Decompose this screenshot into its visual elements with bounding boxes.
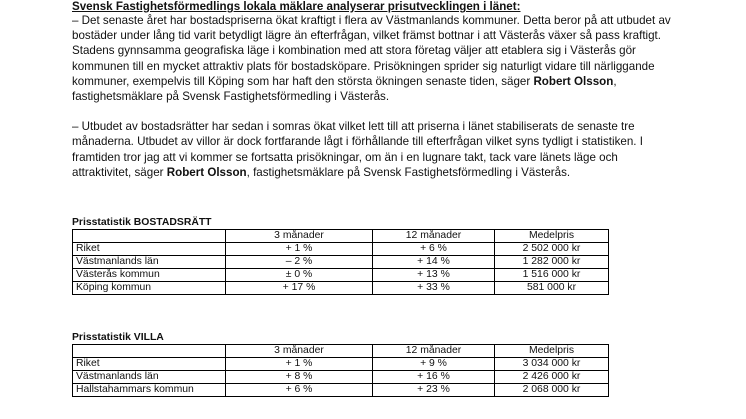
change-12m-cell: + 23 % <box>373 384 495 397</box>
change-3m-cell: + 1 % <box>226 243 373 256</box>
table-row <box>73 371 609 384</box>
average-price-cell: 3 034 000 kr <box>495 358 609 371</box>
change-12m-cell: + 13 % <box>373 269 495 282</box>
paragraph-2 <box>72 119 676 180</box>
header-cell: 3 månader <box>226 345 373 358</box>
average-price-cell: 2 426 000 kr <box>495 371 609 384</box>
table-row <box>73 243 609 256</box>
region-cell: Västmanlands län <box>73 256 226 269</box>
region-cell: Riket <box>73 358 226 371</box>
change-12m-cell: + 16 % <box>373 371 495 384</box>
paragraph-2-person-name: Robert Olsson <box>166 165 247 179</box>
paragraph-1-person-name: Robert Olsson <box>533 74 614 88</box>
header-cell <box>73 345 226 358</box>
paragraph-1 <box>72 13 676 104</box>
table-row <box>73 282 609 295</box>
region-cell: Västmanlands län <box>73 371 226 384</box>
average-price-cell: 1 516 000 kr <box>495 269 609 282</box>
change-3m-cell: + 8 % <box>226 371 373 384</box>
header-cell: Medelpris <box>495 345 609 358</box>
change-3m-cell: + 6 % <box>226 384 373 397</box>
header-cell: 12 månader <box>373 230 495 243</box>
average-price-cell: 2 502 000 kr <box>495 243 609 256</box>
region-cell: Riket <box>73 243 226 256</box>
article-body <box>72 0 676 180</box>
table-row <box>73 358 609 371</box>
change-12m-cell: + 9 % <box>373 358 495 371</box>
average-price-cell: 581 000 kr <box>495 282 609 295</box>
paragraph-2-text: – Utbudet av bostadsrätter har sedan i somras ökat vilket lett till att priserna i länet stabiliserats de senaste tre månaderna. Utbudet av villor är dock fortfarande lågt i förhållande till efterfrågan vilket syns tydligt i statistiken. I framtiden tror jag att vi kommer se fortsatta prisökningar, om än i en lugnare takt, tack vare länets läge och attraktivitet, säger <box>72 120 643 179</box>
paragraph-1-text: – Det senaste året har bostadspriserna ökat kraftigt i flera av Västmanlands kommuner. Detta beror på att utbudet av bostäder under lång tid varit betydligt lägre än efterfrågan, vilket främst bottnar i att Västerås växer så pass kraftigt. Stadens gynnsamma geografiska läge i kombination med att stora företag väljer att etablera sig i Västerås gör kommunen till en mycket attraktiv plats för bostadsköpare. Prisökningen sprider sig naturligt vidare till närliggande kommuner, exempelvis till Köping som har haft den största ökningen senaste tiden, säger <box>72 14 671 88</box>
article-heading: Svensk Fastighetsförmedlings lokala mäklare analyserar prisutvecklingen i länet: <box>72 0 521 13</box>
change-3m-cell: – 2 % <box>226 256 373 269</box>
change-3m-cell: + 1 % <box>226 358 373 371</box>
change-12m-cell: + 6 % <box>373 243 495 256</box>
header-cell: 12 månader <box>373 345 495 358</box>
change-12m-cell: + 14 % <box>373 256 495 269</box>
table-header-row <box>73 230 609 243</box>
header-cell: Medelpris <box>495 230 609 243</box>
bostadsratt-table <box>72 229 609 295</box>
paragraph-2-suffix: , fastighetsmäklare på Svensk Fastighetsförmedling i Västerås. <box>246 165 571 179</box>
table-row <box>73 384 609 397</box>
change-3m-cell: + 17 % <box>226 282 373 295</box>
bostadsratt-section <box>72 216 609 295</box>
region-cell: Köping kommun <box>73 282 226 295</box>
region-cell: Hallstahammars kommun <box>73 384 226 397</box>
change-12m-cell: + 33 % <box>373 282 495 295</box>
villa-table-title: Prisstatistik VILLA <box>72 332 164 343</box>
villa-section <box>72 331 609 397</box>
villa-table <box>72 344 609 397</box>
average-price-cell: 1 282 000 kr <box>495 256 609 269</box>
region-cell: Västerås kommun <box>73 269 226 282</box>
change-3m-cell: ± 0 % <box>226 269 373 282</box>
table-row <box>73 256 609 269</box>
header-cell <box>73 230 226 243</box>
header-cell: 3 månader <box>226 230 373 243</box>
average-price-cell: 2 068 000 kr <box>495 384 609 397</box>
bostadsratt-table-title: Prisstatistik BOSTADSRÄTT <box>72 217 212 228</box>
table-row <box>73 269 609 282</box>
table-header-row <box>73 345 609 358</box>
paragraph-1-suffix: , fastighetsmäklare på Svensk Fastighetsförmedling i Västerås. <box>72 74 617 104</box>
